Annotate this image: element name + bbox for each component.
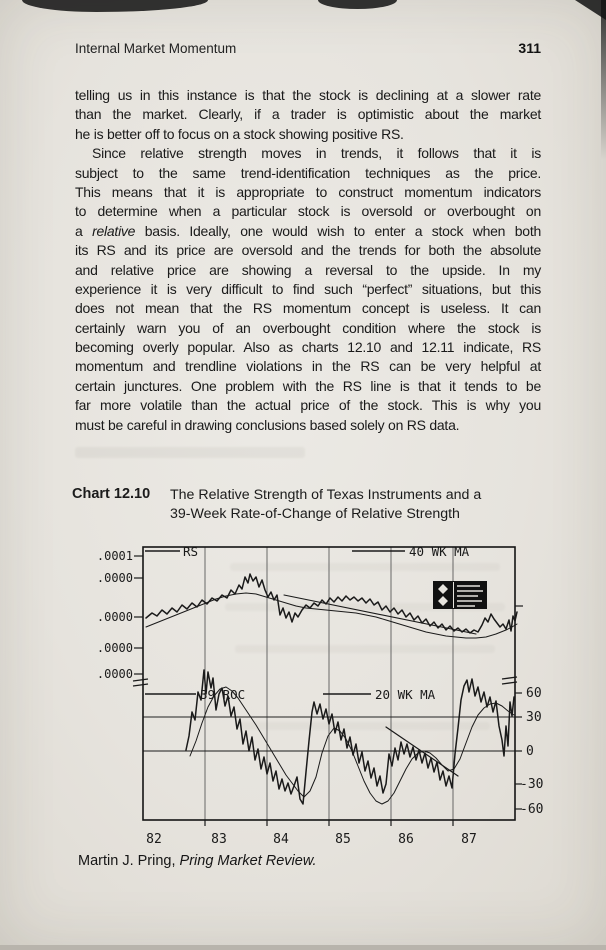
legend-20wkma: 20 WK MA xyxy=(375,687,436,702)
y-axis-label-right: 30 xyxy=(526,710,542,725)
body-line: This means that it is appropriate to construct momentum indicators xyxy=(75,183,541,200)
body-line: Since relative strength moves in trends, it follows that it is xyxy=(92,145,541,162)
x-axis-label: 85 xyxy=(335,832,351,847)
chart-caption-line1: The Relative Strength of Texas Instruments and a xyxy=(170,487,482,503)
body-line: certain junctures. One problem with the RS line is that it tends to be xyxy=(75,377,541,394)
legend-40wkma: 40 WK MA xyxy=(409,544,470,559)
x-axis-label: 82 xyxy=(146,832,162,847)
y-axis-label-left: .0000 xyxy=(96,667,133,681)
scan-artifact xyxy=(318,0,397,9)
credit-source: Pring Market Review. xyxy=(179,853,317,869)
chart-caption-line2: 39-Week Rate-of-Change of Relative Strength xyxy=(170,506,460,522)
credit-author: Martin J. Pring, xyxy=(78,853,180,869)
body-line: its RS and its price are oversold and the trends for both the absolute xyxy=(75,242,541,259)
y-axis-label-right: 0 xyxy=(526,744,534,759)
y-axis-label-right: -60 xyxy=(520,802,544,817)
x-axis-label: 87 xyxy=(461,832,477,847)
bleed-through-ghost xyxy=(240,722,490,730)
body-line: a relative basis. Ideally, one would wish to enter a stock when both xyxy=(75,222,541,239)
body-line: does not mean that the RS momentum concept is useless. It can xyxy=(75,300,541,317)
chart-caption-text xyxy=(170,486,550,524)
chart-caption xyxy=(72,486,550,524)
y-axis-label-right: 60 xyxy=(526,686,542,701)
body-line: subject to the same trend-identification techniques as the price. xyxy=(75,164,541,181)
body-text xyxy=(75,86,541,435)
body-line: and relative price are showing a reversal to the upside. In my xyxy=(75,261,541,278)
y-axis-label-left: .0000 xyxy=(96,610,133,624)
page-number: 311 xyxy=(518,40,541,56)
scan-artifact xyxy=(22,0,208,12)
body-line: than the market. Clearly, if a trader is optimistic about the market xyxy=(75,106,541,123)
x-axis-label: 86 xyxy=(398,832,414,847)
bleed-through-ghost xyxy=(225,603,505,611)
legend-39roc: 39 ROC xyxy=(200,687,246,702)
y-axis-label-left: .0000 xyxy=(96,641,133,655)
body-line: to determine when a particular stock is oversold or overbought on xyxy=(75,203,541,220)
body-line: telling us in this instance is that the stock is declining at a slower rate xyxy=(75,87,541,103)
chart-caption-label: Chart 12.10 xyxy=(72,486,151,502)
bleed-through-ghost xyxy=(75,447,305,458)
body-line: certainly warn you of an overbought condition where the stock is xyxy=(75,319,541,336)
x-axis-label: 84 xyxy=(273,832,289,847)
body-line: he is better off to focus on a stock showing positive RS. xyxy=(75,125,404,142)
body-line: becoming overly popular. Also as charts 12.10 and 12.11 indicate, RS xyxy=(75,339,541,356)
bleed-through-ghost xyxy=(235,645,495,653)
body-line: momentum and trendline violations in the RS can be very helpful at xyxy=(75,358,541,375)
body-line: far more volatile than the actual price of the stock. This is why you xyxy=(75,397,541,414)
y-axis-label-left: .0001 xyxy=(96,549,133,563)
body-line: must be careful in drawing conclusions based solely on RS data. xyxy=(75,416,460,433)
x-axis-label: 83 xyxy=(211,832,227,847)
page-header xyxy=(75,40,541,56)
bleed-through-ghost xyxy=(230,563,500,571)
scan-artifact xyxy=(601,0,606,160)
source-credit xyxy=(78,853,317,869)
running-head: Internal Market Momentum xyxy=(75,41,237,56)
legend-rs: RS xyxy=(183,544,199,559)
body-line: experience it is very difficult to find such “perfect” situations, but this xyxy=(75,280,541,297)
y-axis-label-left: .0000 xyxy=(96,571,133,585)
y-axis-label-right: -30 xyxy=(520,777,544,792)
